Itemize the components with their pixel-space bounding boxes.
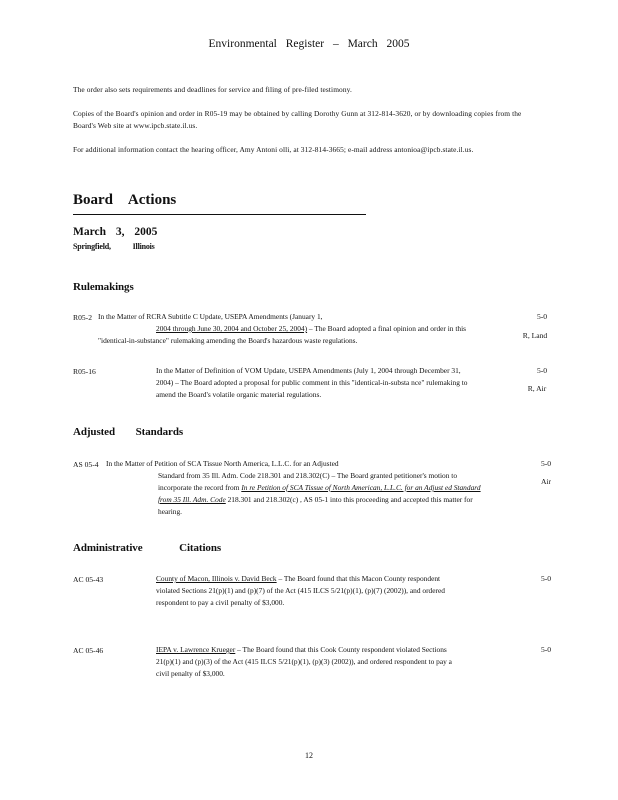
intro-paragraph-2: Copies of the Board's opinion and order in R05-19 may be obtained by calling Dorothy Gunn at 312-814-3620, or by downloading copies from the Board's Web site at www.ipcb.state.il.us. bbox=[73, 109, 522, 130]
entry-case-dates: 2004 through June 30, 2004 and October 25, 2004) bbox=[156, 324, 308, 333]
docket-number: AS 05-4 bbox=[73, 460, 99, 469]
entry-cited-case: In re Petition of SCA Tissue of North American, L.L.C. for an Adjust ed Standard from 35 Ill. Adm. Code bbox=[158, 483, 481, 504]
entry-description-end: 218.301 and 218.302(c) , AS 05-1 into this proceeding and accepted this matter for hearing. bbox=[158, 495, 473, 516]
entry-category: Air bbox=[540, 477, 552, 486]
rulemakings-heading: Rulemakings bbox=[73, 281, 134, 293]
docket-number: AC 05-46 bbox=[73, 646, 104, 655]
vote-count: 5-0 bbox=[540, 459, 552, 468]
entry-case-title: County of Macon, Illinois v. David Beck bbox=[156, 574, 277, 583]
heading-rule bbox=[73, 214, 366, 215]
entry-description: – The Board found that this Cook County respondent violated Sections 21(p)(1) and (p)(3) of the Act (415 ILCS 5/21(p)(1), (p)(3) (2002)), and ordered respondent to pay a civil penalty of $3,000. bbox=[156, 645, 452, 678]
administrative-citations-heading: Administrative Citations bbox=[73, 542, 222, 554]
admin-citation-entry-ac05-46 bbox=[156, 644, 462, 680]
vote-count: 5-0 bbox=[536, 312, 548, 321]
meeting-date: March 3, 2005 bbox=[73, 226, 158, 238]
docket-number: AC 05-43 bbox=[73, 575, 104, 584]
entry-category: R, Land bbox=[522, 331, 548, 340]
page-header: Environmental Register – March 2005 bbox=[208, 38, 410, 50]
vote-count: 5-0 bbox=[540, 645, 552, 654]
vote-count: 5-0 bbox=[536, 366, 548, 375]
page-number: 12 bbox=[305, 751, 313, 760]
intro-paragraph-1: The order also sets requirements and deadlines for service and filing of pre-filed testimony. bbox=[73, 85, 352, 94]
entry-description: – The Board adopted a final opinion and order in this "identical-in-substance" rulemaking amending the Board's hazardous waste regulations. bbox=[98, 324, 467, 345]
entry-description: Standard from 35 Ill. Adm. Code 218.301 and 218.302(C) – The Board granted petitioner's motion to incorporate the record from bbox=[158, 471, 458, 492]
adjusted-standard-entry-as05-4 bbox=[106, 458, 491, 518]
entry-case-title: IEPA v. Lawrence Krueger bbox=[156, 645, 236, 654]
rulemaking-entry-r05-2 bbox=[98, 311, 476, 347]
docket-number: R05-2 bbox=[73, 313, 92, 322]
entry-case-title: In the Matter of Petition of SCA Tissue North America, L.L.C. for an Adjusted bbox=[106, 459, 339, 468]
entry-case-prefix: In the Matter of RCRA Subtitle C Update, USEPA Amendments (January 1, bbox=[98, 312, 323, 321]
entry-description: – The Board found that this Macon County respondent violated Sections 21(p)(1) and (p)(7) of the Act (415 ILCS 5/21(p)(1), (p)(7) (2002)), and ordered respondent to pay a civil penalty of $3,000. bbox=[156, 574, 445, 607]
rulemaking-entry-r05-16: In the Matter of Definition of VOM Update, USEPA Amendments (July 1, 2004 through December 31, 2004) – The Board adopted a proposal for public comment in this "identical-in-substa nce" rulemaking to amend the Board's volatile organic material regulations. bbox=[156, 366, 468, 399]
admin-citation-entry-ac05-43 bbox=[156, 573, 462, 609]
adjusted-standards-heading: Adjusted Standards bbox=[73, 426, 184, 438]
intro-paragraph-3: For additional information contact the hearing officer, Amy Antoni olli, at 312-814-3665; e-mail address antonioa@ipcb.state.il.us. bbox=[73, 145, 474, 154]
meeting-location: Springfield, Illinois bbox=[73, 242, 155, 251]
board-actions-heading: Board Actions bbox=[73, 192, 177, 208]
entry-category: R, Air bbox=[527, 384, 547, 393]
docket-number: R05-16 bbox=[73, 367, 96, 376]
vote-count: 5-0 bbox=[540, 574, 552, 583]
